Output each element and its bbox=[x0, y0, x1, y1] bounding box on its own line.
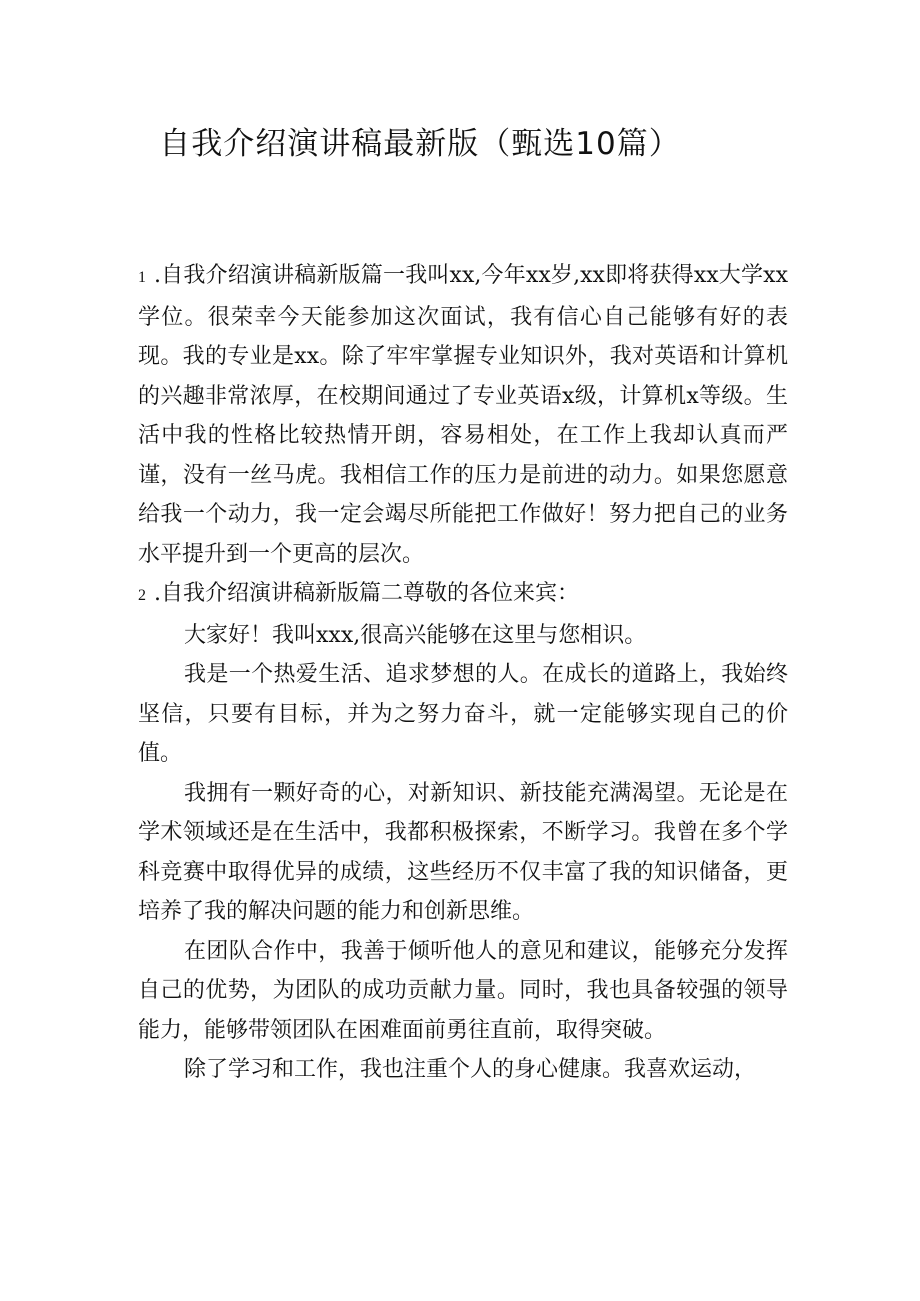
section-2-heading-text: .自我介绍演讲稿新版篇二尊敬的各位来宾： bbox=[154, 581, 579, 606]
section-2-paragraph-1: 大家好！我叫xxx,很高兴能够在这里与您相识。 bbox=[184, 622, 647, 648]
document-body bbox=[138, 256, 788, 1090]
document-title: 自我介绍演讲稿最新版（甄选10篇） bbox=[159, 126, 681, 162]
section-2-paragraph-2: 我是一个热爱生活、追求梦想的人。在成长的道路上，我始终坚信，只要有目标，并为之努力奋斗，就一定能够实现自己的价值。 bbox=[138, 662, 788, 766]
section-1-number: 1 bbox=[138, 269, 146, 286]
section-2-paragraph-4: 在团队合作中，我善于倾听他人的意见和建议，能够充分发挥自己的优势，为团队的成功贡献力量。同时，我也具备较强的领导能力，能够带领团队在困难面前勇往直前，取得突破。 bbox=[138, 938, 788, 1043]
section-2-heading bbox=[138, 574, 788, 616]
section-1-text: .自我介绍演讲稿新版篇一我叫xx,今年xx岁,xx即将获得xx大学xx学位。很荣幸今天能参加这次面试，我有信心自己能够有好的表现。我的专业是xx。除了牢牢掌握专业知识外，我对英语和计算机的兴趣非常浓厚，在校期间通过了专业英语x级，计算机x等级。生活中我的性格比较热情开朗，容易相处，在工作上我却认真而严谨，没有一丝马虎。我相信工作的压力是前进的动力。如果您愿意给我一个动力，我一定会竭尽所能把工作做好！努力把自己的业务水平提升到一个更高的层次。 bbox=[138, 263, 788, 567]
section-2-paragraph-3: 我拥有一颗好奇的心，对新知识、新技能充满渴望。无论是在学术领域还是在生活中，我都积极探索，不断学习。我曾在多个学科竞赛中取得优异的成绩，这些经历不仅丰富了我的知识储备，更培养了我的解决问题的能力和创新思维。 bbox=[138, 780, 788, 924]
section-2-number: 2 bbox=[138, 587, 146, 604]
section-2-paragraph-5: 除了学习和工作，我也注重个人的身心健康。我喜欢运动， bbox=[184, 1057, 757, 1082]
section-1-paragraph bbox=[138, 256, 788, 574]
